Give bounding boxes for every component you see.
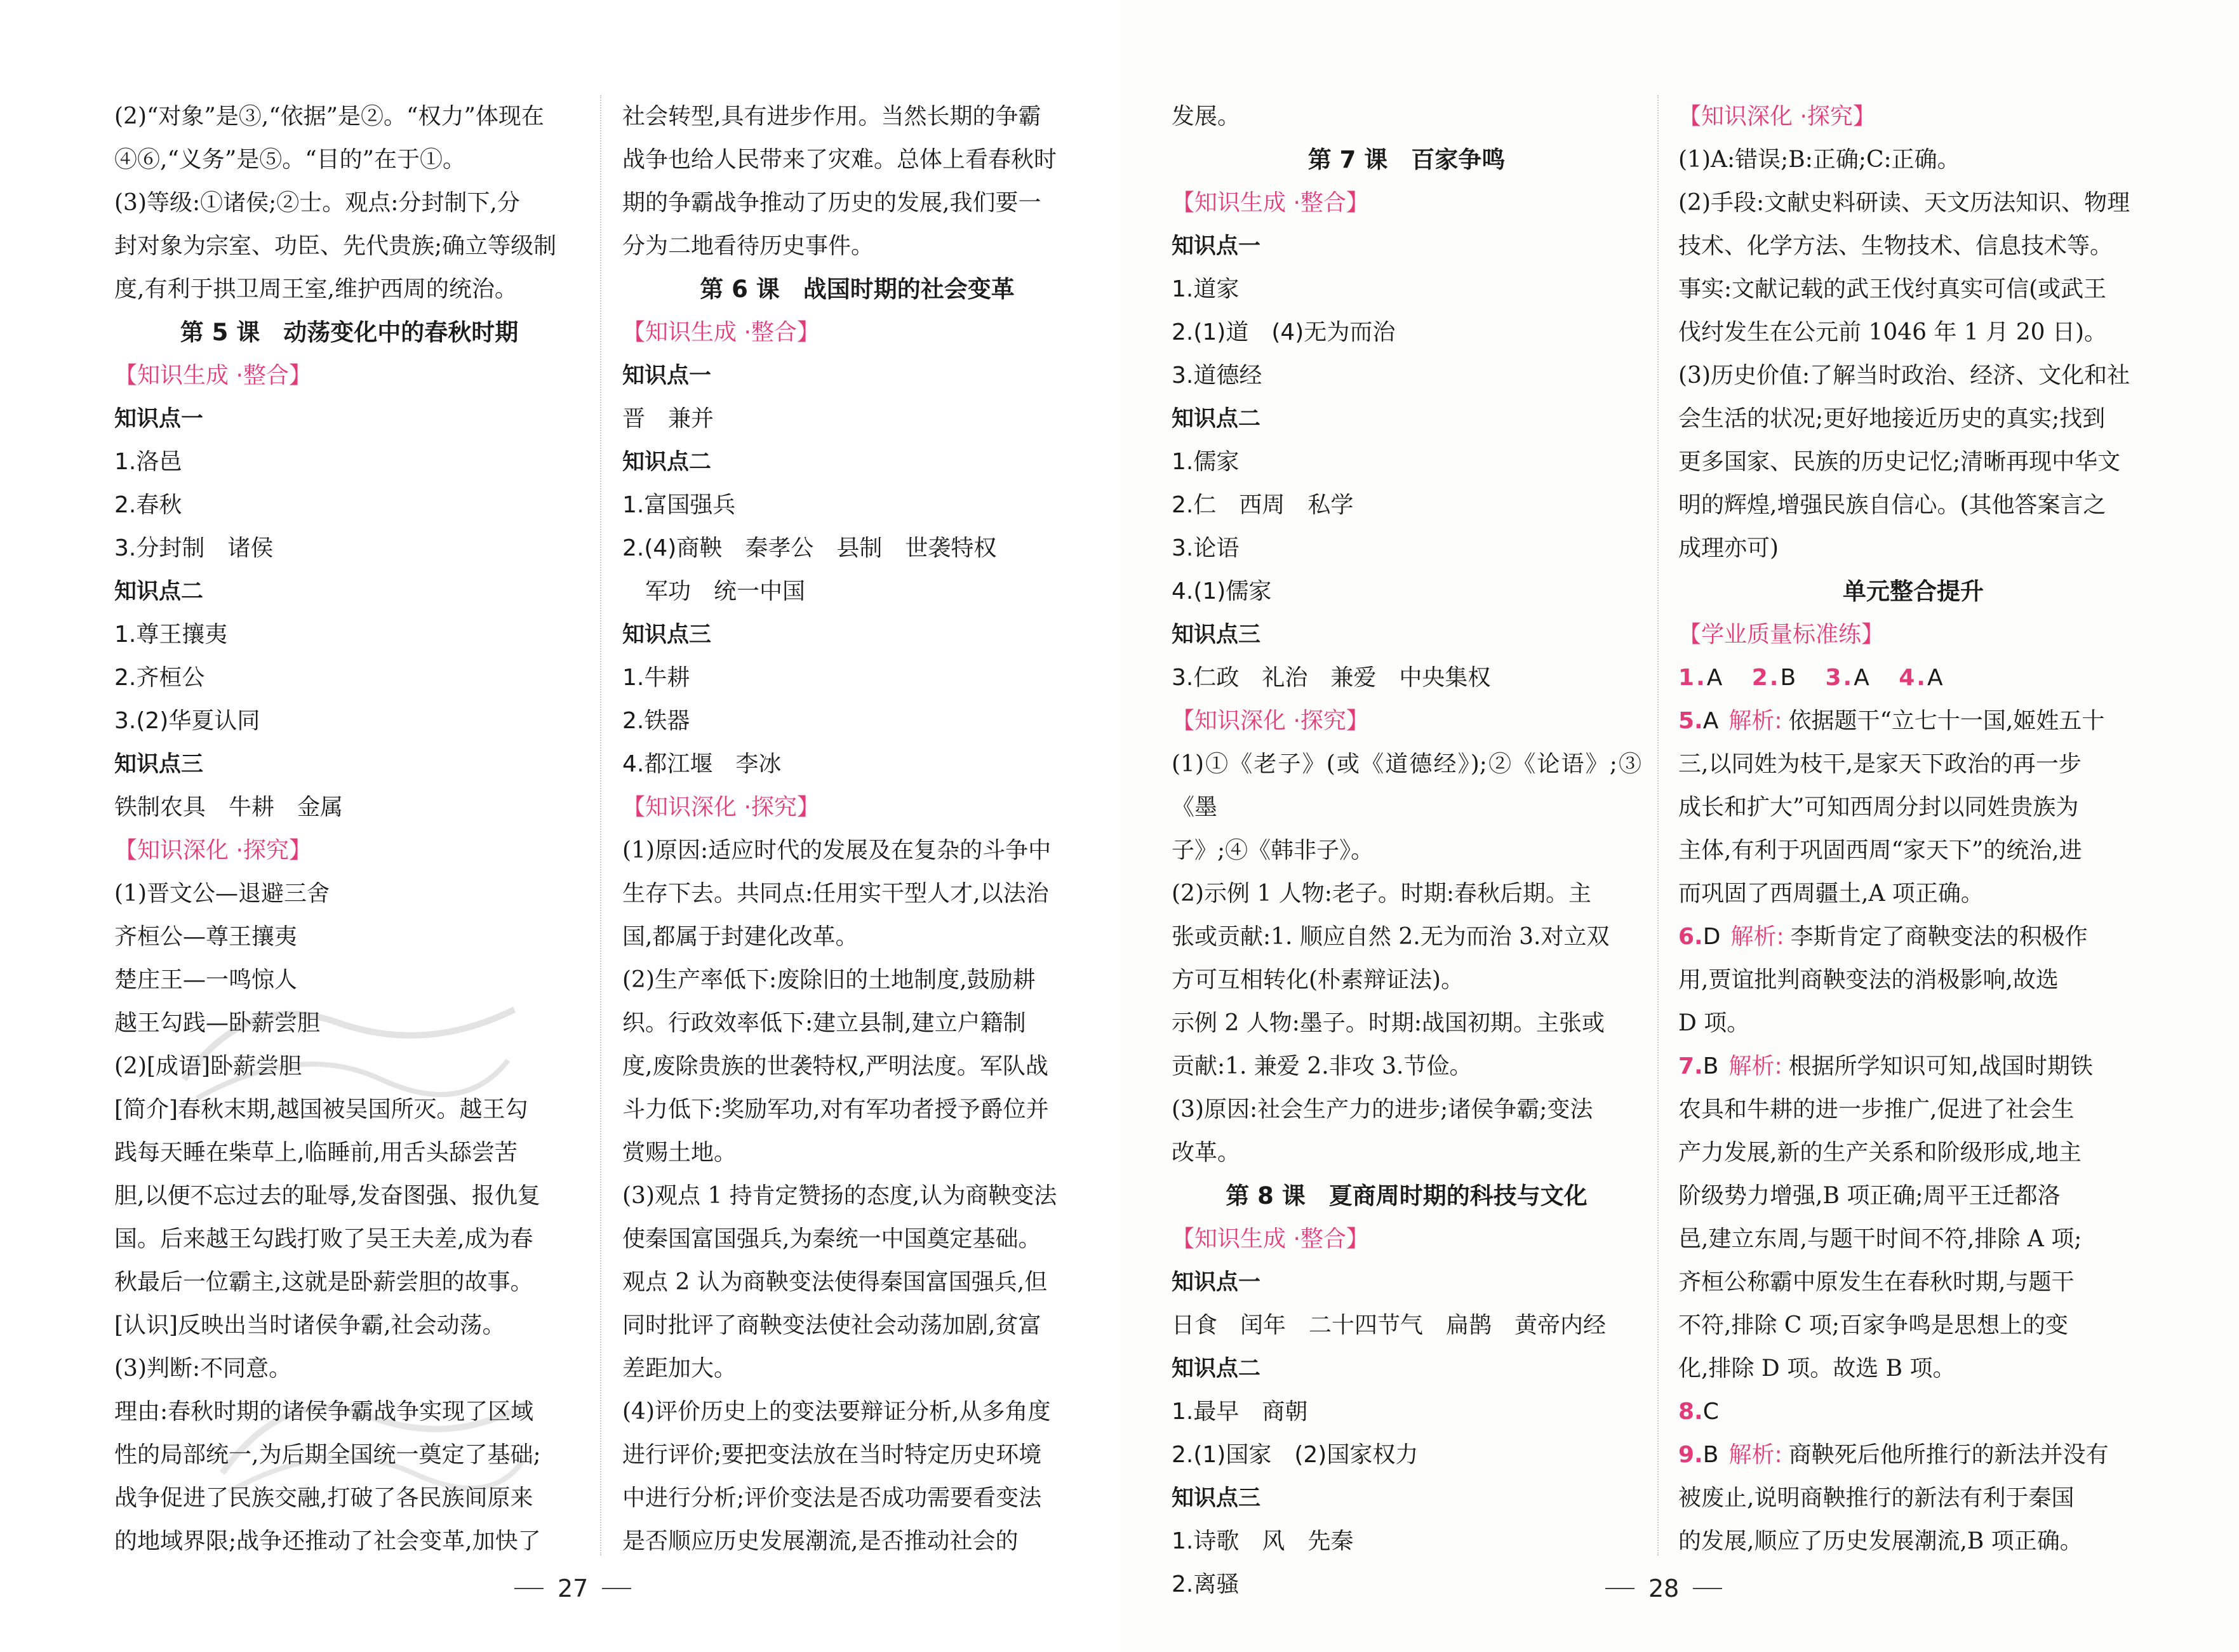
explanation-text: 化,排除 D 项。故选 B 项。 (1678, 1356, 1956, 1382)
text-line: 织。行政效率低下:建立县制,建立户籍制 (622, 1010, 1026, 1036)
question-8 (1678, 1390, 2148, 1434)
knowledge-point-heading: 知识点三 (114, 752, 204, 777)
explanation-text: 齐桓公称霸中原发生在春秋时期,与题干 (1678, 1269, 2075, 1295)
section-tag: 【知识生成 ·整合】 (114, 363, 312, 389)
text-line: [简介]春秋末期,越国被吴国所灭。越王勾 (114, 1096, 528, 1122)
section-tag: 【知识生成 ·整合】 (1172, 190, 1369, 216)
question-6 (1678, 916, 2148, 959)
text-line: 贡献:1. 兼爱 2.非攻 3.节俭。 (1172, 1053, 1473, 1079)
question-number: 9. (1678, 1442, 1703, 1468)
explanation-text: 李斯肯定了商鞅变法的积极作 (1790, 924, 2088, 950)
section-tag: 【知识深化 ·探究】 (1172, 708, 1369, 734)
column-1 (114, 95, 584, 1563)
explanation-text: 成长和扩大”可知西周分封以同姓贵族为 (1678, 794, 2079, 820)
explanation-label: 解析: (1728, 1442, 1782, 1468)
knowledge-point-heading: 知识点一 (1172, 1270, 1261, 1295)
text-line: 齐桓公—尊王攘夷 (114, 924, 298, 950)
text-line: 进行评价;要把变法放在当时特定历史环境 (622, 1442, 1042, 1468)
answer-line: 2.(4)商鞅 秦孝公 县制 世袭特权 (622, 535, 997, 561)
answer-line: 1.最早 商朝 (1172, 1399, 1308, 1425)
text-line: (3)原因:社会生产力的进步;诸侯争霸;变法 (1172, 1096, 1593, 1122)
explanation-text: 的发展,顺应了历史发展潮流,B 项正确。 (1678, 1528, 2083, 1554)
text-line: 方可互相转化(朴素辩证法)。 (1172, 967, 1464, 993)
text-line: 生存下去。共同点:任用实干型人才,以法治 (622, 881, 1049, 907)
page-number-dash (1693, 1588, 1722, 1589)
text-line: (1)①《老子》(或《道德经》);②《论语》;③《墨 (1172, 751, 1641, 820)
knowledge-point-heading: 知识点三 (622, 622, 712, 648)
answer-line: 3.论语 (1172, 535, 1240, 561)
text-line: (2)[成语]卧薪尝胆 (114, 1053, 302, 1079)
question-answer: A (1854, 665, 1871, 691)
answer-line: 4.(1)儒家 (1172, 578, 1272, 604)
text-line: 发展。 (1172, 103, 1241, 130)
text-line: (1)A:错误;B:正确;C:正确。 (1678, 147, 1960, 173)
text-line: (2)“对象”是③,“依据”是②。“权力”体现在 (114, 103, 544, 130)
answer-line: 4.都江堰 李冰 (622, 751, 782, 777)
column-divider (600, 95, 601, 1555)
answer-line: 2.离骚 (1172, 1571, 1240, 1597)
question-number: 1. (1678, 665, 1707, 691)
answer-line: 1.道家 (1172, 276, 1240, 302)
knowledge-point-heading: 知识点三 (1172, 622, 1261, 648)
text-line: 社会转型,具有进步作用。当然长期的争霸 (622, 103, 1041, 130)
text-line: (3)等级:①诸侯;②士。观点:分封制下,分 (114, 190, 520, 216)
page-28 (1120, 0, 2239, 1652)
text-line: 赏赐土地。 (622, 1140, 737, 1166)
explanation-label: 解析: (1728, 1053, 1782, 1079)
text-line: 封对象为宗室、功臣、先代贵族;确立等级制 (114, 233, 557, 259)
text-line: 会生活的状况;更好地接近历史的真实;找到 (1678, 406, 2106, 432)
question-answer: D (1702, 924, 1721, 950)
text-line: (1)晋文公—退避三舍 (114, 881, 330, 907)
lesson-title: 第 7 课 百家争鸣 (1307, 146, 1506, 173)
question-number: 6. (1678, 924, 1703, 950)
text-line: 是否顺应历史发展潮流,是否推动社会的 (622, 1528, 1019, 1554)
text-line: 度,有利于拱卫周王室,维护西周的统治。 (114, 276, 518, 302)
text-line: 国,都属于封建化改革。 (622, 924, 859, 950)
page-number-dash (514, 1588, 544, 1589)
question-answer: C (1702, 1399, 1719, 1425)
explanation-text: 而巩固了西周疆土,A 项正确。 (1678, 881, 1984, 907)
explanation-text: 用,贾谊批判商鞅变法的消极影响,故选 (1678, 967, 2059, 993)
lesson-title: 第 6 课 战国时期的社会变革 (700, 276, 1015, 303)
text-line: 战争也给人民带来了灾难。总体上看春秋时 (622, 147, 1057, 173)
question-answer: A (1927, 665, 1945, 691)
explanation-text: 阶级势力增强,B 项正确;周平王迁都洛 (1678, 1183, 2061, 1209)
text-line: 的地域界限;战争还推动了社会变革,加快了 (114, 1528, 541, 1554)
answer-line: 晋 兼并 (622, 406, 714, 432)
text-line: 战争促进了民族交融,打破了各民族间原来 (114, 1485, 533, 1511)
explanation-text: 邑,建立东周,与题干时间不符,排除 A 项; (1678, 1226, 2082, 1252)
question-9 (1678, 1434, 2148, 1477)
text-line: 事实:文献记载的武王伐纣真实可信(或武王 (1678, 276, 2107, 302)
section-tag: 【学业质量标准练】 (1678, 622, 1885, 648)
text-line: ④⑥,“义务”是⑤。“目的”在于①。 (114, 147, 466, 173)
question-answer: B (1702, 1053, 1719, 1079)
text-line: 张或贡献:1. 顺应自然 2.无为而治 3.对立双 (1172, 924, 1610, 950)
text-line: 分为二地看待历史事件。 (622, 233, 874, 259)
text-line: 同时批评了商鞅变法使社会动荡加剧,贫富 (622, 1312, 1041, 1338)
page-number-right (1605, 1575, 1722, 1602)
text-line: 示例 2 人物:墨子。时期:战国初期。主张或 (1172, 1010, 1605, 1036)
answer-line: 铁制农具 牛耕 金属 (114, 794, 344, 820)
explanation-label: 解析: (1728, 708, 1782, 734)
column-divider (1657, 95, 1659, 1555)
knowledge-point-heading: 知识点二 (114, 579, 204, 604)
answer-line: 1.儒家 (1172, 449, 1240, 475)
text-line: 理由:春秋时期的诸侯争霸战争实现了区域 (114, 1399, 534, 1425)
question-7 (1678, 1045, 2148, 1088)
text-line: 性的局部统一,为后期全国统一奠定了基础; (114, 1442, 541, 1468)
question-number: 2. (1751, 665, 1781, 691)
question-answer: B (1702, 1442, 1719, 1468)
unit-title: 单元整合提升 (1843, 578, 1984, 605)
answer-line: 1.尊王攘夷 (114, 622, 228, 648)
text-line: 度,废除贵族的世袭特权,严明法度。军队战 (622, 1053, 1048, 1079)
question-answer: A (1706, 665, 1725, 691)
column-2 (622, 95, 1092, 1563)
question-5 (1678, 700, 2148, 743)
answer-line: 3.道德经 (1172, 363, 1262, 389)
text-line: (2)手段:文献史料研读、天文历法知识、物理 (1678, 190, 2130, 216)
page-number: 28 (1648, 1575, 1680, 1602)
knowledge-point-heading: 知识点二 (1172, 406, 1261, 432)
text-line: 成理亦可) (1678, 535, 1779, 561)
text-line: (3)判断:不同意。 (114, 1356, 292, 1382)
text-line: 斗力低下:奖励军功,对有军功者授予爵位并 (622, 1096, 1049, 1122)
text-line: 明的辉煌,增强民族自信心。(其他答案言之 (1678, 492, 2106, 518)
knowledge-point-heading: 知识点一 (114, 406, 204, 432)
answer-line: 1.洛邑 (114, 449, 182, 475)
question-number: 8. (1678, 1399, 1703, 1425)
section-tag: 【知识深化 ·探究】 (622, 794, 820, 820)
explanation-text: 主体,有利于巩固西周“家天下”的统治,进 (1678, 837, 2082, 863)
answer-line: 3.分封制 诸侯 (114, 535, 274, 561)
question-number: 4. (1899, 665, 1927, 691)
page-number-dash (1605, 1588, 1634, 1589)
answer-line: 日食 闰年 二十四节气 扁鹊 黄帝内经 (1172, 1312, 1607, 1338)
text-line: 胆,以便不忘过去的耻辱,发奋图强、报仇复 (114, 1183, 540, 1209)
answer-line: 2.铁器 (622, 708, 690, 734)
question-number: 5. (1678, 708, 1703, 734)
text-line: (3)观点 1 持肯定赞扬的态度,认为商鞅变法 (622, 1183, 1057, 1209)
answer-line: 2.齐桓公 (114, 665, 205, 691)
answer-line: 1.富国强兵 (622, 492, 736, 518)
text-line: 践每天睡在柴草上,临睡前,用舌头舔尝苦 (114, 1140, 518, 1166)
text-line: 差距加大。 (622, 1356, 737, 1382)
text-line: 使秦国富国强兵,为秦统一中国奠定基础。 (622, 1226, 1041, 1252)
question-number: 3. (1825, 665, 1854, 691)
answer-line: 军功 统一中国 (645, 578, 806, 604)
question-answer: B (1780, 665, 1798, 691)
answer-line: 3.仁政 礼治 兼爱 中央集权 (1172, 665, 1491, 691)
text-line: 越王勾践—卧薪尝胆 (114, 1010, 321, 1036)
explanation-text: 不符,排除 C 项;百家争鸣是思想上的变 (1678, 1312, 2069, 1338)
text-line: 国。后来越王勾践打败了吴王夫差,成为春 (114, 1226, 533, 1252)
column-4 (1678, 95, 2148, 1563)
text-line: 楚庄王—一鸣惊人 (114, 967, 298, 993)
text-line: (1)原因:适应时代的发展及在复杂的斗争中 (622, 837, 1052, 863)
section-tag: 【知识深化 ·探究】 (114, 837, 312, 863)
explanation-text: 商鞅死后他所推行的新法并没有 (1788, 1442, 2109, 1468)
page-number-dash (602, 1588, 631, 1589)
answer-line: 2.仁 西周 私学 (1172, 492, 1354, 518)
explanation-text: D 项。 (1678, 1010, 1750, 1036)
question-number: 7. (1678, 1053, 1703, 1079)
text-line: 更多国家、民族的历史记忆;清晰再现中华文 (1678, 449, 2121, 475)
knowledge-point-heading: 知识点二 (622, 450, 712, 475)
text-line: 期的争霸战争推动了历史的发展,我们要一 (622, 190, 1041, 216)
explanation-text: 农具和牛耕的进一步推广,促进了社会生 (1678, 1096, 2075, 1122)
explanation-text: 依据题干“立七十一国,姬姓五十 (1788, 708, 2105, 734)
knowledge-point-heading: 知识点二 (1172, 1356, 1261, 1382)
answer-line: 2.(1)道 (4)无为而治 (1172, 319, 1396, 345)
section-tag: 【知识生成 ·整合】 (622, 319, 820, 345)
text-line: 秋最后一位霸主,这就是卧薪尝胆的故事。 (114, 1269, 533, 1295)
answer-line: 1.牛耕 (622, 665, 690, 691)
answer-line: 2.(1)国家 (2)国家权力 (1172, 1442, 1419, 1468)
lesson-title: 第 5 课 动荡变化中的春秋时期 (180, 319, 519, 346)
text-line: 观点 2 认为商鞅变法使得秦国富国强兵,但 (622, 1269, 1048, 1295)
text-line: [认识]反映出当时诸侯争霸,社会动荡。 (114, 1312, 505, 1338)
answer-line: 1.诗歌 风 先秦 (1172, 1528, 1354, 1554)
text-line: 伐纣发生在公元前 1046 年 1 月 20 日)。 (1678, 319, 2108, 345)
section-tag: 【知识生成 ·整合】 (1172, 1226, 1369, 1252)
answer-line: 2.春秋 (114, 492, 182, 518)
answer-row-1-4 (1678, 656, 2148, 700)
text-line: (3)历史价值:了解当时政治、经济、文化和社 (1678, 363, 2130, 389)
explanation-text: 根据所学知识可知,战国时期铁 (1788, 1053, 2094, 1079)
question-answer: A (1702, 708, 1719, 734)
page-number: 27 (558, 1575, 589, 1602)
explanation-label: 解析: (1730, 924, 1784, 950)
knowledge-point-heading: 知识点三 (1172, 1486, 1261, 1511)
text-line: (4)评价历史上的变法要辩证分析,从多角度 (622, 1399, 1051, 1425)
explanation-text: 三,以同姓为枝干,是家天下政治的再一步 (1678, 751, 2082, 777)
section-tag: 【知识深化 ·探究】 (1678, 103, 1876, 130)
text-line: 改革。 (1172, 1140, 1241, 1166)
text-line: 技术、化学方法、生物技术、信息技术等。 (1678, 233, 2113, 259)
text-line: (2)生产率低下:废除旧的土地制度,鼓励耕 (622, 967, 1036, 993)
text-line: 子》;④《韩非子》。 (1172, 837, 1374, 863)
column-3 (1172, 95, 1641, 1606)
knowledge-point-heading: 知识点一 (1172, 234, 1261, 259)
lesson-title: 第 8 课 夏商周时期的科技与文化 (1226, 1182, 1587, 1209)
explanation-text: 产力发展,新的生产关系和阶级形成,地主 (1678, 1140, 2082, 1166)
page-number-left (514, 1575, 631, 1602)
text-line: 中进行分析;评价变法是否成功需要看变法 (622, 1485, 1042, 1511)
explanation-text: 被废止,说明商鞅推行的新法有利于秦国 (1678, 1485, 2075, 1511)
knowledge-point-heading: 知识点一 (622, 363, 712, 389)
answer-line: 3.(2)华夏认同 (114, 708, 260, 734)
text-line: (2)示例 1 人物:老子。时期:春秋后期。主 (1172, 881, 1592, 907)
